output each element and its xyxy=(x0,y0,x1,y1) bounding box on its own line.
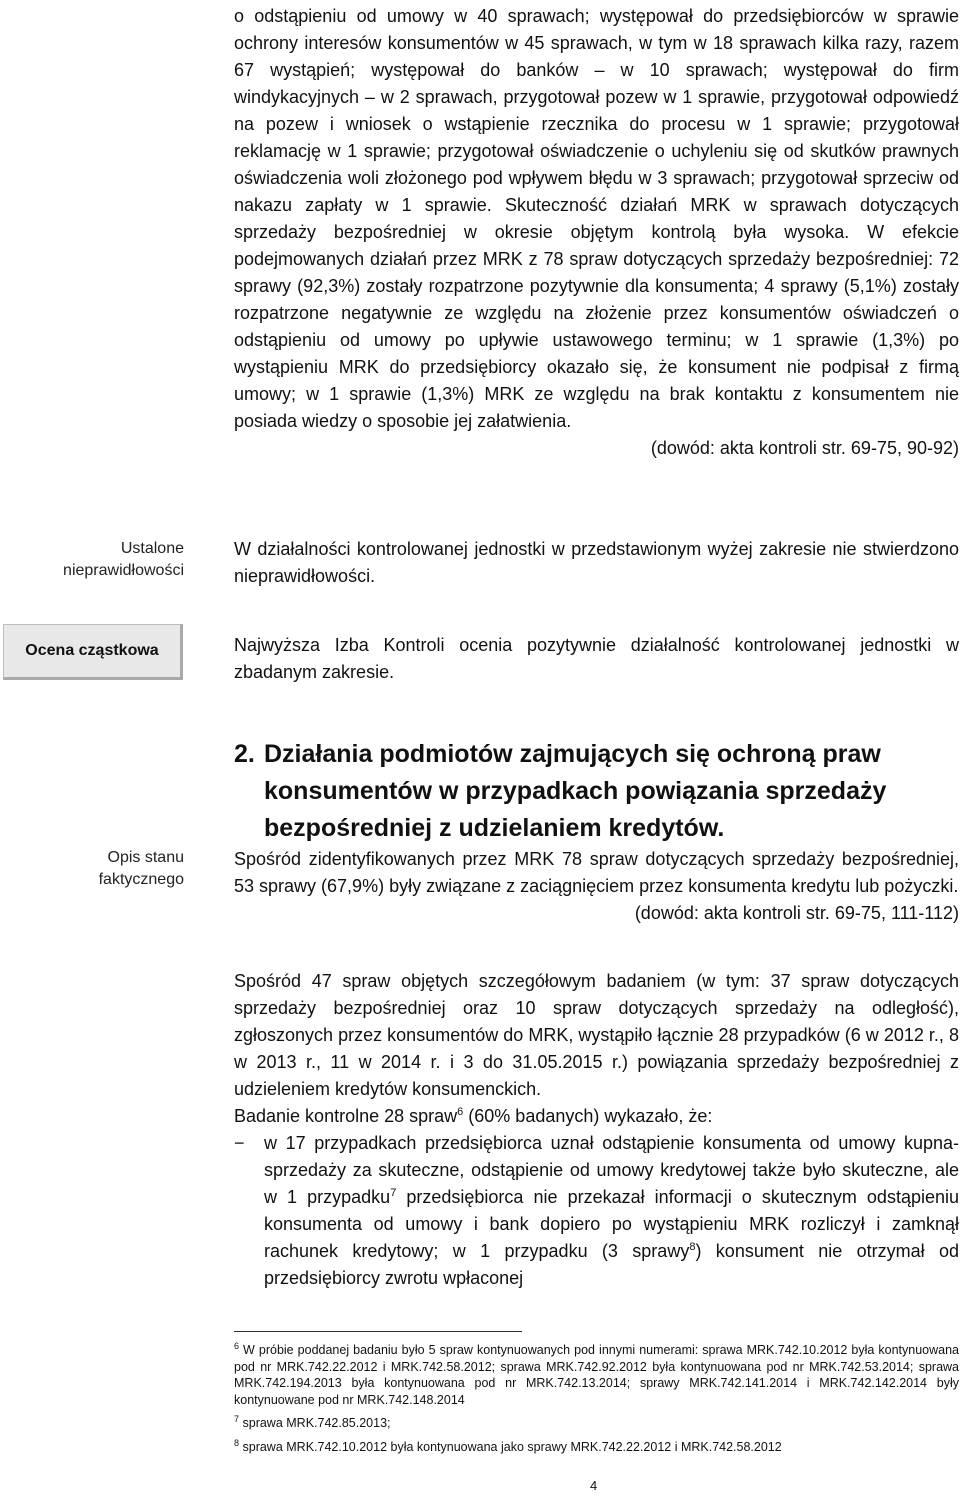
section2-heading-number: 2. xyxy=(234,740,255,768)
assessment-label-box xyxy=(3,624,183,680)
footnotes xyxy=(234,1342,959,1462)
para3-text-a: Badanie kontrolne 28 spraw xyxy=(234,1106,458,1126)
section2-para2: Spośród 47 spraw objętych szczegółowym badaniem (w tym: 37 spraw dotyczących sprzedaży bezpośredniej oraz 10 spraw dotyczących sprzedaży na odległość), zgłoszonych przez konsumentów do MRK, wystąpiło łącznie 28 przypadków (6 w 2012 r., 8 w 2013 r., 11 w 2014 r. i 3 do 31.05.2015 r.) powiązania sprzedaży bezpośredniej z udzieleniem kredytów konsumenckich. xyxy=(234,971,959,1099)
bullet-text-c: ) konsument nie otrzymał od przedsiębiorcy zwrotu wpłaconej xyxy=(264,1241,959,1288)
section2-heading-line2: konsumentów w przypadkach powiązania sprzedaży xyxy=(264,777,887,805)
footnote-number: 7 xyxy=(234,1413,240,1424)
section2-evidence1: (dowód: akta kontroli str. 69-75, 111-112) xyxy=(634,903,959,923)
irregularities-label xyxy=(0,538,184,582)
section2-heading-line1: Działania podmiotów zajmujących się ochroną praw xyxy=(264,740,881,768)
footnote-8 xyxy=(234,1439,959,1456)
irregularities-label-line2: nieprawidłowości xyxy=(63,562,184,579)
section2-body xyxy=(234,846,959,927)
bullet-text-a: w 17 przypadkach przedsiębiorca uznał odstąpienie konsumenta od umowy kupna-sprzedaży za skuteczne, odstąpienie od umowy kredytowej także było skuteczne, ale w 1 przypadku xyxy=(264,1133,959,1207)
footnote-text: sprawa MRK.742.10.2012 była kontynuowana jako sprawy MRK.742.22.2012 i MRK.742.58.2012 xyxy=(239,1439,782,1454)
assessment-label: Ocena cząstkowa xyxy=(25,642,159,659)
section2-heading-line3: bezpośredniej z udzielaniem kredytów. xyxy=(264,814,725,842)
irregularities-text: W działalności kontrolowanej jednostki w przedstawionym wyżej zakresie nie stwierdzono nieprawidłowości. xyxy=(234,539,959,586)
assessment-body xyxy=(234,632,959,686)
footnote-7 xyxy=(234,1415,959,1432)
footnote-separator xyxy=(234,1331,522,1332)
irregularities-label-line1: Ustalone xyxy=(120,540,184,557)
bullet-text-b: przedsiębiorca nie przekazał informacji o skutecznym odstąpieniu konsumenta od umowy i bank dopiero po wystąpieniu MRK rozliczył i zamknął rachunek kredytowy; w 1 przypadku (3 sprawy xyxy=(264,1187,959,1261)
section2-body-continued xyxy=(234,968,959,1292)
section2-para1: Spośród zidentyfikowanych przez MRK 78 spraw dotyczących sprzedaży bezpośredniej, 53 sprawy (67,9%) były związane z zaciągnięciem przez konsumenta kredytu lub pożyczki. xyxy=(234,849,959,896)
para3-text-b: (60% badanych) wykazało, że: xyxy=(463,1106,713,1126)
section2-para3 xyxy=(234,1103,959,1130)
list-item xyxy=(234,1130,959,1292)
footnote-ref-8[interactable]: 8 xyxy=(689,1241,696,1253)
assessment-text: Najwyższa Izba Kontroli ocenia pozytywnie działalność kontrolowanej jednostki w zbadanym zakresie. xyxy=(234,635,959,682)
factual-label-line1: Opis stanu xyxy=(107,849,184,866)
footnote-ref-6[interactable]: 6 xyxy=(457,1106,464,1118)
factual-label-line2: faktycznego xyxy=(98,871,184,888)
section1-evidence: (dowód: akta kontroli str. 69-75, 90-92) xyxy=(650,438,959,458)
irregularities-body xyxy=(234,536,959,590)
footnote-number: 6 xyxy=(234,1340,240,1351)
footnote-number: 8 xyxy=(234,1437,240,1448)
page-number: 4 xyxy=(590,1478,598,1493)
footnote-6 xyxy=(234,1342,959,1408)
section2-heading xyxy=(234,736,959,847)
factual-description-label xyxy=(0,847,184,891)
bullet-dash: − xyxy=(234,1133,245,1153)
section1-paragraph: o odstąpieniu od umowy w 40 sprawach; występował do przedsiębiorców w sprawie ochrony interesów konsumentów w 45 sprawach, w tym w 18 sprawach kilka razy, razem 67 wystąpień; występował do banków – w 10 sprawach; występował do firm windykacyjnych – w 2 sprawach, przygotował pozew w 1 sprawie, przygotował odpowiedź na pozew i wniosek o wstąpienie rzecznika do procesu w 1 sprawie; przygotował reklamację w 1 sprawie; przygotował oświadczenie o uchyleniu się od skutków prawnych oświadczenia woli złożonego pod wpływem błędu w 3 sprawach; przygotował sprzeciw od nakazu zapłaty w 1 sprawie. Skuteczność działań MRK w sprawach dotyczących sprzedaży bezpośredniej w okresie objętym kontrolą była wysoka. W efekcie podejmowanych działań przez MRK z 78 spraw dotyczących sprzedaży bezpośredniej: 72 sprawy (92,3%) zostały rozpatrzone pozytywnie dla konsumenta; 4 sprawy (5,1%) zostały rozpatrzone negatywnie ze względu na złożenie przez konsumentów oświadczeń o odstąpieniu od umowy po upływie ustawowego terminu; w 1 sprawie (1,3%) po wystąpieniu MRK do przedsiębiorcy okazało się, że konsument nie podpisał z firmą umowy; w 1 sprawie (1,3%) MRK ze względu na brak kontaktu z konsumentem nie posiada wiedzy o sposobie jej załatwienia. xyxy=(234,6,959,431)
footnote-ref-7[interactable]: 7 xyxy=(390,1187,397,1199)
footnote-text: sprawa MRK.742.85.2013; xyxy=(239,1416,391,1430)
footnote-text: W próbie poddanej badaniu było 5 spraw kontynuowanych pod innymi numerami: sprawa MRK.742.10.2012 była kontynuowana pod nr MRK.742.22.2012 i MRK.742.58.2012; sprawa MRK.742.92.2012 była kontynuowana pod nr MRK.742.53.2014; sprawa MRK.742.194.2013 była kontynuowana pod nr MRK.742.13.2014; sprawy MRK.742.141.2014 i MRK.742.142.2014 były kontynuowane pod nr MRK.742.148.2014 xyxy=(234,1343,959,1407)
section1-body xyxy=(234,3,959,462)
